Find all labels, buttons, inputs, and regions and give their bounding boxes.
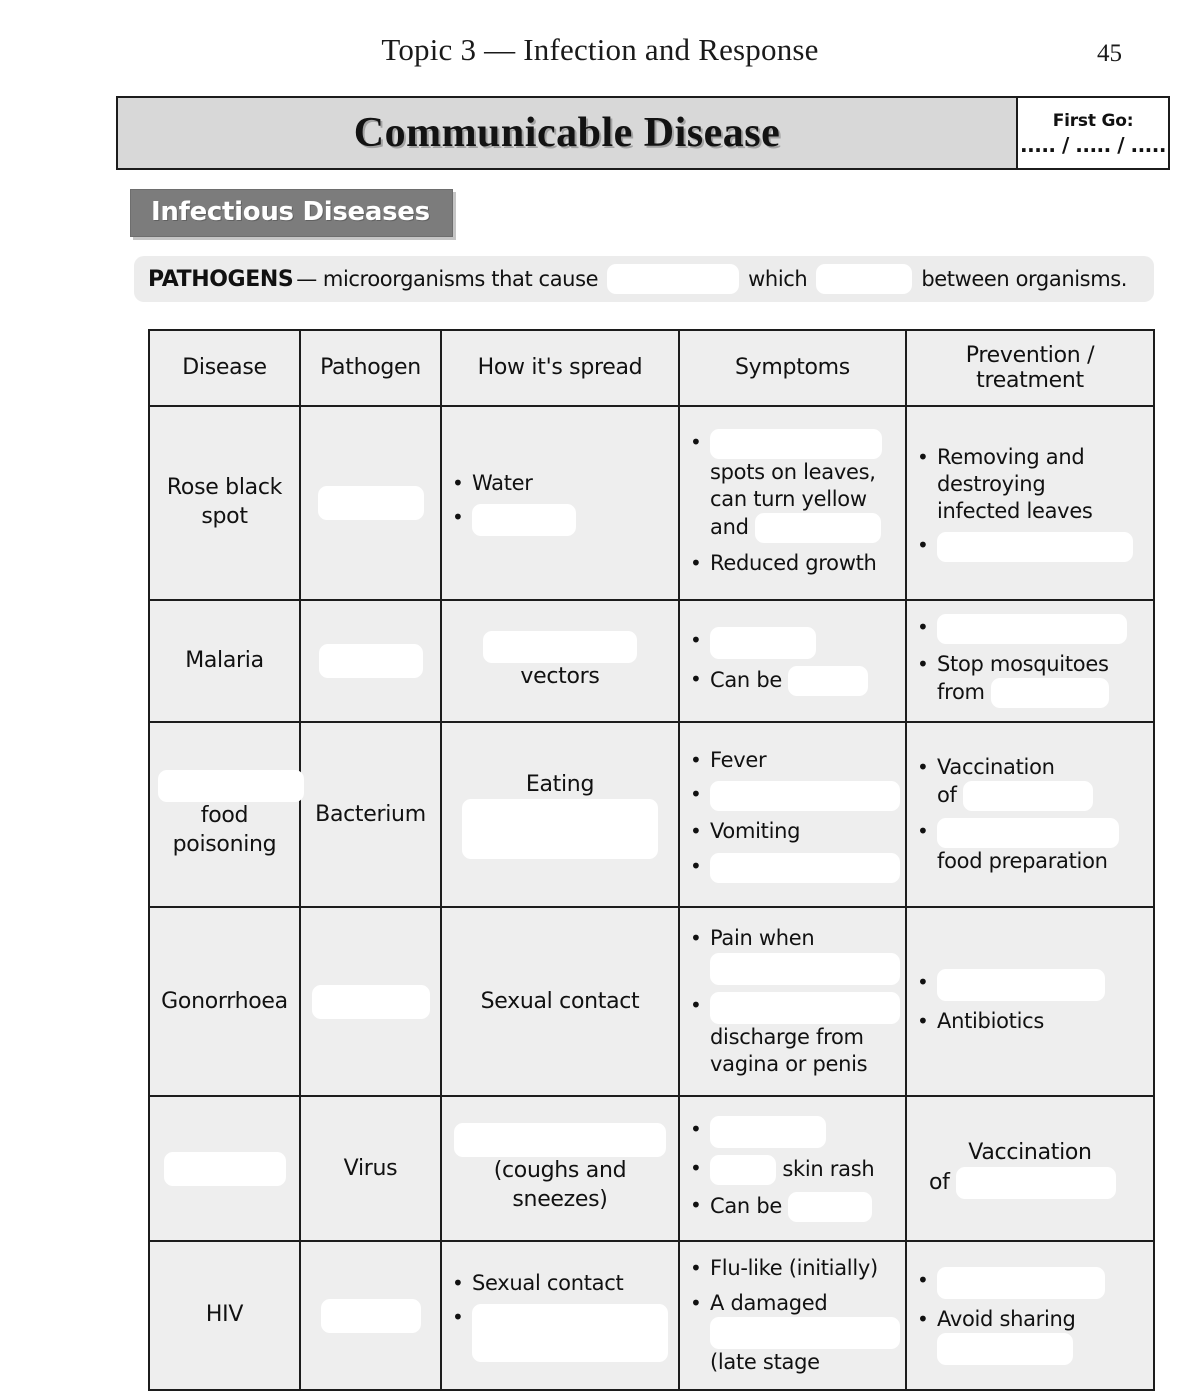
spread-text-eating: Eating: [525, 771, 595, 797]
symptom-blank-row4-a[interactable]: [710, 953, 900, 985]
spread-text-row6-sexual-contact: Sexual contact: [472, 1270, 624, 1295]
list-item: [688, 1290, 897, 1377]
symptom-text-row6-a-damaged: • A damaged: [710, 1290, 828, 1315]
symptom-blank-row1-b[interactable]: [755, 513, 881, 543]
cell-pathogen-hiv: [300, 1241, 441, 1390]
symptoms-list-row5: [688, 1116, 897, 1222]
cell-spread-hiv: [441, 1241, 679, 1390]
symptom-text-row3-vomiting: Vomiting: [710, 819, 801, 844]
prevention-blank-row1[interactable]: [937, 532, 1133, 562]
prevention-blank-row3-a[interactable]: [963, 781, 1093, 811]
list-item: [915, 651, 1145, 708]
cell-prevention-malaria: [906, 600, 1154, 722]
prevention-text-row5-of-line: [915, 1167, 1145, 1199]
symptoms-list-row3: [688, 747, 897, 883]
spread-list-row6: [450, 1270, 670, 1362]
definition-text-part2: which: [748, 267, 808, 291]
prevention-text-row5-vaccination: Vaccination: [968, 1139, 1092, 1165]
spread-blank-row2[interactable]: [483, 631, 637, 663]
cell-disease-gonorrhoea: Gonorrhoea: [149, 907, 300, 1096]
list-item: [915, 754, 1145, 811]
cell-prevention-food-poisoning: [906, 722, 1154, 907]
list-item: [688, 1155, 897, 1185]
symptom-blank-row3-a[interactable]: [710, 781, 900, 811]
table-row: [149, 722, 1154, 907]
list-item: [688, 429, 897, 544]
disease-blank-row3[interactable]: [158, 770, 304, 802]
symptom-text-row3-fever: Fever: [710, 748, 767, 772]
page-number: 45: [1097, 40, 1122, 67]
cell-disease-food-poisoning: [149, 722, 300, 907]
cell-symptoms-malaria: [679, 600, 906, 722]
banner-title: Communicable Disease: [353, 110, 781, 156]
definition-blank-1[interactable]: [607, 264, 739, 294]
cell-prevention-rose-black-spot: [906, 406, 1154, 600]
prevention-text-row6-avoid-sharing: • Avoid sharing: [937, 1306, 1076, 1331]
list-item: [688, 1255, 897, 1282]
symptom-text-row1-and: and: [710, 515, 749, 540]
cell-pathogen-virus: Virus: [300, 1096, 441, 1241]
spread-blank-row6[interactable]: [472, 1304, 668, 1362]
disease-stack-row3: [158, 770, 291, 859]
list-item: [915, 532, 1145, 562]
cell-spread-rose-black-spot: [441, 406, 679, 600]
prevention-text-row4-antibiotics: Antibiotics: [937, 1008, 1045, 1033]
symptom-blank-row5-a[interactable]: [710, 1116, 826, 1148]
symptom-text-row1-line2: can turn yellow: [710, 486, 867, 511]
list-item: [688, 666, 897, 696]
cell-pathogen-malaria: [300, 600, 441, 722]
table-row: [149, 907, 1154, 1096]
list-item: [450, 1304, 670, 1362]
cell-symptoms-gonorrhoea: [679, 907, 906, 1096]
symptom-blank-row1-a[interactable]: [710, 429, 882, 459]
cell-disease-malaria: Malaria: [149, 600, 300, 722]
cell-pathogen-rose-black-spot: [300, 406, 441, 600]
symptom-text-row1-reduced-growth: Reduced growth: [710, 551, 877, 576]
prevention-text-row2-stop-mosquitoes: • Stop mosquitoes: [937, 652, 1109, 676]
cell-symptoms-food-poisoning: [679, 722, 906, 907]
list-item: [915, 1306, 1145, 1365]
cell-pathogen-gonorrhoea: [300, 907, 441, 1096]
prevention-text-row1-line2: destroying: [937, 471, 1046, 496]
cell-spread-malaria: [441, 600, 679, 722]
symptom-text-row1-line3: [710, 513, 897, 543]
prevention-blank-row2-b[interactable]: [991, 678, 1109, 708]
prevention-list-row4: [915, 969, 1145, 1035]
table-header-pathogen: Pathogen: [300, 330, 441, 406]
prevention-list-row6: [915, 1267, 1145, 1365]
cell-symptoms-hiv: [679, 1241, 906, 1390]
table-header-prevention: [906, 330, 1154, 406]
list-item: [688, 550, 897, 577]
page-header: [0, 0, 1200, 82]
prevention-text-row3-food-prep: • food preparation: [937, 849, 1108, 874]
prevention-text-row2-from-line: [937, 678, 1145, 708]
communicable-disease-table: [148, 329, 1155, 1391]
prevention-list-row2: [915, 614, 1145, 708]
prevention-stack-row5: [915, 1139, 1145, 1200]
prevention-blank-row6-b[interactable]: [937, 1333, 1073, 1365]
list-item: [915, 444, 1145, 526]
symptom-text-row4-pain-when: • Pain when: [710, 926, 815, 951]
symptom-text-row4-line1: • discharge from: [710, 1024, 864, 1049]
cell-prevention-hiv: [906, 1241, 1154, 1390]
symptom-text-row5-skin-rash: skin rash: [782, 1156, 875, 1181]
table-row: [149, 1096, 1154, 1241]
prevention-list-row1: [915, 444, 1145, 563]
prevention-list-row3: [915, 754, 1145, 876]
prevention-blank-row2-a[interactable]: [937, 614, 1127, 644]
symptom-blank-row5-b[interactable]: [710, 1155, 776, 1185]
first-go-date-line[interactable]: ..... / ..... / .....: [1020, 133, 1166, 157]
pathogen-blank-row4[interactable]: [312, 985, 430, 1019]
prevention-text-row1-line3: infected leaves: [937, 499, 1093, 524]
symptom-blank-row4-b[interactable]: [710, 992, 900, 1024]
spread-text-row5-line2: sneezes): [512, 1186, 608, 1212]
prevention-text-row1-line1: • Removing and: [937, 444, 1085, 469]
definition-dash: —: [296, 267, 317, 291]
definition-text-part1: microorganisms that cause: [322, 267, 599, 291]
list-item: [915, 818, 1145, 875]
prevention-text-row5-of: of: [929, 1170, 950, 1196]
list-item: [688, 1116, 897, 1148]
spread-text-vectors: vectors: [520, 663, 600, 689]
symptoms-list-row1: [688, 429, 897, 578]
table-row: [149, 1241, 1154, 1390]
topic-title: Topic 3 — Infection and Response: [381, 32, 819, 67]
table-header-spread: How it's spread: [441, 330, 679, 406]
definition-blank-2[interactable]: [816, 264, 912, 294]
list-item: [688, 818, 897, 845]
prevention-blank-row3-b[interactable]: [937, 818, 1119, 848]
list-item: [915, 969, 1145, 1001]
spread-stack-row3: [450, 771, 670, 860]
prevention-text-row3-of: of: [937, 783, 957, 808]
definition-text-part3: between organisms.: [921, 267, 1128, 291]
symptoms-list-row4: [688, 925, 897, 1078]
symptom-blank-row2-a[interactable]: [710, 627, 816, 659]
title-banner: [116, 96, 1170, 170]
prevention-blank-row4[interactable]: [937, 969, 1105, 1001]
symptoms-list-row2: [688, 627, 897, 696]
spread-list-row1: [450, 470, 670, 536]
cell-spread-gonorrhoea: Sexual contact: [441, 907, 679, 1096]
pathogen-blank-row1[interactable]: [318, 486, 424, 520]
list-item: [450, 504, 670, 536]
pathogen-blank-row2[interactable]: [319, 644, 423, 678]
first-go-label: First Go:: [1052, 111, 1134, 131]
table-header-row: [149, 330, 1154, 406]
first-go-box[interactable]: [1016, 98, 1168, 168]
symptoms-list-row6: [688, 1255, 897, 1376]
list-item: [450, 470, 670, 497]
spread-stack-row5: [450, 1123, 670, 1214]
list-item: [450, 1270, 670, 1297]
list-item: [688, 992, 897, 1079]
spread-blank-row1[interactable]: [472, 504, 576, 536]
symptom-text-row4-line2: vagina or penis: [710, 1051, 868, 1076]
disease-text-row3-label: food poisoning: [172, 803, 277, 857]
prevention-blank-row5[interactable]: [956, 1167, 1116, 1199]
cell-disease-rose-black-spot: Rose black spot: [149, 406, 300, 600]
cell-prevention-gonorrhoea: [906, 907, 1154, 1096]
cell-symptoms-row5: [679, 1096, 906, 1241]
symptom-text-row6-late-stage: (late stage: [710, 1349, 820, 1374]
cell-disease-hiv: HIV: [149, 1241, 300, 1390]
cell-spread-row5: [441, 1096, 679, 1241]
cell-symptoms-rose-black-spot: [679, 406, 906, 600]
list-item: [915, 1267, 1145, 1299]
list-item: [688, 1192, 897, 1222]
list-item: [915, 614, 1145, 644]
spread-text-row5-line1: (coughs and: [493, 1158, 627, 1184]
spread-item-water: Water: [472, 470, 533, 495]
list-item: [688, 853, 897, 883]
prevention-text-row2-from: from: [937, 680, 985, 705]
definition-strip-pathogens: [134, 256, 1154, 302]
symptom-blank-row5-c[interactable]: [788, 1192, 872, 1222]
symptom-text-row6-flu-like: Flu-like (initially): [710, 1256, 878, 1281]
section-tab-label: Infectious Diseases: [151, 197, 430, 227]
list-item: [688, 925, 897, 984]
list-item: [688, 747, 897, 774]
section-tab-infectious-diseases: [130, 189, 453, 237]
list-item: [688, 781, 897, 811]
symptom-blank-row3-b[interactable]: [710, 853, 900, 883]
symptom-blank-row6[interactable]: [710, 1317, 900, 1349]
table-row: [149, 406, 1154, 600]
table-header-prevention-line1: Prevention / treatment: [965, 342, 1095, 393]
symptom-text-row2-can-be: Can be: [710, 667, 782, 692]
prevention-blank-row6-a[interactable]: [937, 1267, 1105, 1299]
table-header-disease: Disease: [149, 330, 300, 406]
prevention-text-row3-of-line: [937, 781, 1145, 811]
spread-blank-row5[interactable]: [454, 1123, 666, 1157]
list-item: [915, 1008, 1145, 1035]
table-header-symptoms: Symptoms: [679, 330, 906, 406]
cell-pathogen-food-poisoning: Bacterium: [300, 722, 441, 907]
symptom-blank-row2-b[interactable]: [788, 666, 868, 696]
spread-stack-row2: [450, 631, 670, 692]
definition-term: PATHOGENS: [148, 266, 294, 292]
disease-text-row3: [158, 802, 291, 859]
symptom-text-row5-can-be: Can be: [710, 1193, 782, 1218]
list-item: [688, 627, 897, 659]
pathogen-blank-row6[interactable]: [321, 1299, 421, 1333]
cell-disease-row5: [149, 1096, 300, 1241]
prevention-text-row3-vaccination: • Vaccination: [937, 755, 1055, 779]
title-banner-main: [118, 98, 1016, 168]
cell-spread-food-poisoning: [441, 722, 679, 907]
table-row: [149, 600, 1154, 722]
spread-blank-row3[interactable]: [462, 799, 658, 859]
symptom-text-row1-line1: • spots on leaves,: [710, 459, 876, 484]
cell-prevention-row5: [906, 1096, 1154, 1241]
disease-blank-row5[interactable]: [164, 1152, 286, 1186]
